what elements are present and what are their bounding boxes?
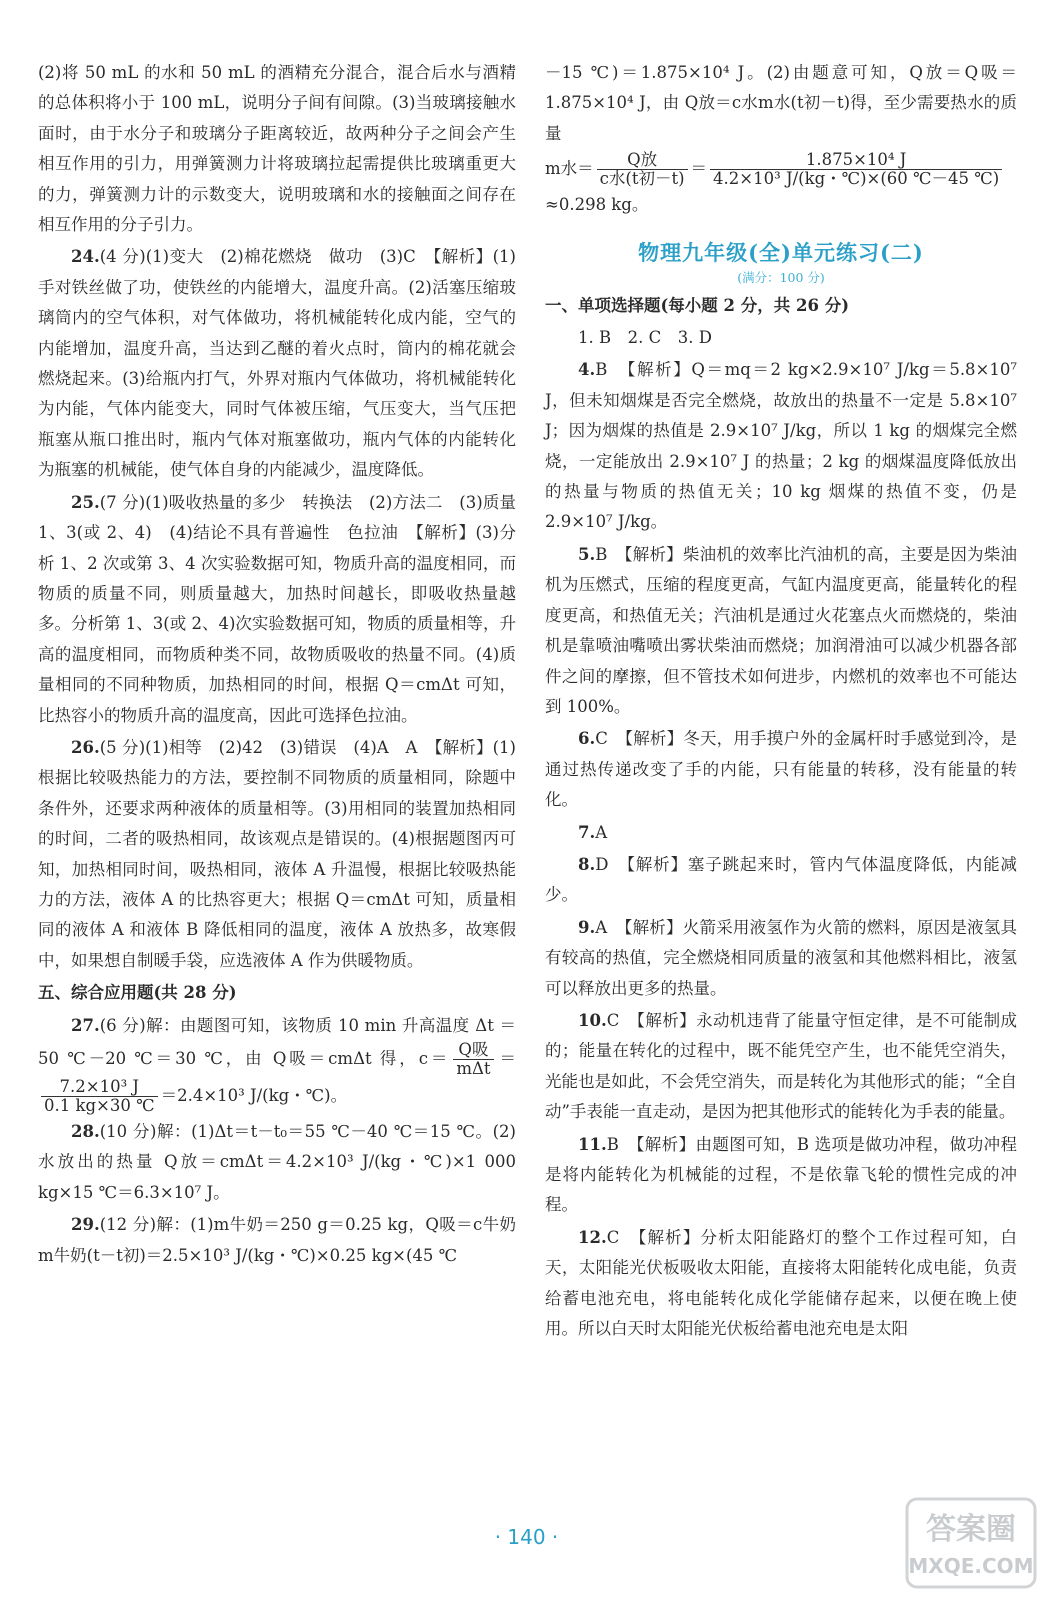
answer-8	[545, 850, 1017, 911]
answer-text: A	[595, 822, 608, 842]
section-heading-comprehensive: 五、综合应用题(共 28 分)	[38, 983, 237, 1003]
equals-sign: ＝	[496, 1049, 516, 1068]
answers-1-3: 1. B 2. C 3. D	[578, 328, 712, 348]
answer-4	[545, 355, 1017, 537]
answer-6	[545, 724, 1017, 815]
answer-9	[545, 913, 1017, 1004]
answer-26	[38, 733, 516, 976]
question-number: 12.	[578, 1227, 607, 1247]
question-number: 8.	[578, 854, 596, 874]
fraction-denominator: 4.2×10³ J/(kg・℃)×(60 ℃－45 ℃)	[713, 169, 1000, 189]
hot-water-mass-formula	[545, 151, 1017, 188]
watermark-text-cn: 答案圈	[926, 1512, 1016, 1547]
watermark-text-en: MXQE.COM	[908, 1554, 1034, 1578]
fraction-formula	[41, 1078, 158, 1115]
continued-answer-paragraph: －15 ℃)＝1.875×10⁴ J。(2)由题意可知，Q放＝Q吸＝1.875×10⁴ J，由 Q放＝c水m水(t初－t)得，至少需要热水的质量	[545, 63, 1017, 143]
answer-text: B 【解析】由题图可知，B 选项是做功冲程，做功冲程是将内能转化为机械能的过程，不是依靠飞轮的惯性完成的冲程。	[545, 1134, 1017, 1215]
question-number: 10.	[578, 1010, 607, 1030]
question-number: 6.	[578, 729, 596, 749]
answer-29	[38, 1210, 516, 1271]
answer-28	[38, 1117, 516, 1208]
answer-text: B 【解析】柴油机的效率比汽油机的高，主要是因为柴油机为压燃式，压缩的程度更高，气缸内温度更高，能量转化的程度更高，和热值无关；汽油机是通过火花塞点火而燃烧的，柴油机是靠喷油嘴喷出雾状柴油而燃烧；加润滑油可以减少机器各部件之间的摩擦，但不管技术如何进步，内燃机的效率也不可能达到 100%。	[545, 544, 1017, 716]
answer-11	[545, 1130, 1017, 1221]
equals-sign: ＝	[690, 159, 708, 179]
question-number: 26.	[71, 737, 100, 757]
answer-text: (10 分)解：(1)Δt＝t－t₀＝55 ℃－40 ℃＝15 ℃。(2)水放出的热量 Q放＝cmΔt＝4.2×10³ J/(kg・℃)×1 000 kg×15 ℃＝6.3×10⁷ J。	[38, 1122, 516, 1202]
question-number: 28.	[71, 1122, 100, 1141]
site-watermark-logo	[903, 1493, 1039, 1593]
answer-text: (4 分)(1)变大 (2)棉花燃烧 做功 (3)C 【解析】(1)手对铁丝做了功，使铁丝的内能增大，温度升高。(2)活塞压缩玻璃筒内的空气体积，对气体做功，将机械能转化成内能，空气的内能增加，温度升高，当达到乙醚的着火点时，筒内的棉花就会燃烧起来。(3)给瓶内打气，外界对瓶内气体做功，将机械能转化为内能，气体内能变大，同时气体被压缩，气压变大，当气压把瓶塞从瓶口推出时，瓶内气体对瓶塞做功，瓶内气体的内能转化为瓶塞的机械能，使气体自身的内能减少，温度降低。	[38, 247, 516, 480]
right-column	[545, 58, 1017, 1346]
answer-5	[545, 540, 1017, 722]
answer-text: (6 分)解：由题图可知，该物质 10 min 升高温度 Δt ＝50 ℃－20 ℃＝30 ℃，由 Q吸＝cmΔt 得，c＝	[38, 1015, 516, 1068]
formula-result: ≈0.298 kg。	[545, 195, 649, 215]
fraction-denominator: mΔt	[456, 1059, 491, 1078]
question-number: 4.	[578, 360, 596, 380]
fraction-numerator: Q吸	[453, 1041, 493, 1060]
fraction-numerator: 1.875×10⁴ J	[710, 151, 1002, 170]
answer-text: C 【解析】永动机违背了能量守恒定律，是不可能制成的；能量在转化的过程中，既不能凭空产生，也不能凭空消失，光能也是如此，不会凭空消失，而是转化为其他形式的能；“全自动”手表能一直走动，是因为把其他形式的能转化为手表的能量。	[545, 1010, 1017, 1122]
page-number: · 140 ·	[494, 1525, 559, 1549]
answer-25	[38, 488, 533, 731]
question-number: 29.	[71, 1215, 100, 1235]
answer-text: A 【解析】火箭采用液氢作为火箭的燃料，原因是液氢具有较高的热值，完全燃烧相同质量的液氢和其他燃料相比，液氢可以释放出更多的热量。	[545, 917, 1017, 998]
answer-text: C 【解析】冬天，用手摸户外的金属杆时手感觉到冷，是通过热传递改变了手的内能，只有能量的转移，没有能量的转化。	[545, 729, 1017, 810]
formula-lhs: m水＝	[545, 159, 594, 179]
answer-text: (12 分)解：(1)m牛奶＝250 g＝0.25 kg，Q吸＝c牛奶m牛奶(t－t初)＝2.5×10³ J/(kg・℃)×0.25 kg×(45 ℃	[38, 1215, 516, 1265]
continued-answer-paragraph: (2)将 50 mL 的水和 50 mL 的酒精充分混合，混合后水与酒精的总体积将小于 100 mL，说明分子间有间隙。(3)当玻璃接触水面时，由于水分子和玻璃分子距离较近，故两种分子之间会产生相互作用的引力，用弹簧测力计将玻璃拉起需提供比玻璃重更大的力，弹簧测力计的示数变大，说明玻璃和水的接触面之间存在相互作用的分子引力。	[38, 63, 516, 235]
fraction-formula	[597, 151, 688, 188]
question-number: 9.	[578, 917, 596, 937]
fraction-denominator: c水(t初－t)	[599, 169, 685, 189]
answer-24	[38, 242, 516, 485]
question-number: 11.	[578, 1134, 607, 1154]
answer-text: C 【解析】分析太阳能路灯的整个工作过程可知，白天，太阳能光伏板吸收太阳能，直接将太阳能转化成电能，负责给蓄电池充电，将电能转化成化学能储存起来，以便在晚上使用。所以白天时太阳能光伏板给蓄电池充电是太阳	[545, 1227, 1017, 1339]
left-column	[38, 58, 533, 1273]
question-number: 25.	[71, 492, 100, 512]
answer-text: D 【解析】塞子跳起来时，管内气体温度降低，内能减少。	[545, 854, 1017, 905]
answer-7	[545, 818, 1017, 848]
answer-12	[545, 1223, 1017, 1345]
fraction-denominator: 0.1 kg×30 ℃	[44, 1096, 155, 1115]
section-heading-single-choice: 一、单项选择题(每小题 2 分，共 26 分)	[545, 295, 850, 315]
unit-exercise-title: 物理九年级(全)单元练习(二)	[638, 239, 924, 265]
answer-10	[545, 1006, 1017, 1128]
question-number: 24.	[71, 247, 100, 267]
fraction-formula	[453, 1041, 493, 1078]
answer-text: (5 分)(1)相等 (2)42 (3)错误 (4)A A 【解析】(1)根据比较吸热能力的方法，要控制不同物质的质量相同，除题中条件外，还要求两种液体的质量相等。(3)用相同的装置加热相同的时间，二者的吸热相同，故该观点是错误的。(4)根据题图丙可知，加热相同时间，吸热相同，液体 A 升温慢，根据比较吸热能力的方法，液体 A 的比热容更大；根据 Q＝cmΔt 可知，质量相同的液体 A 和液体 B 降低相同的温度，液体 A 放热多，故寒假中，如果想自制暖手袋，应选液体 A 作为供暖物质。	[38, 737, 516, 970]
answer-text: B 【解析】Q＝mq＝2 kg×2.9×10⁷ J/kg＝5.8×10⁷ J，但未知烟煤是否完全燃烧，故放出的热量不一定是 5.8×10⁷ J；因为烟煤的热值是 2.9×10⁷ J/kg，所以 1 kg 的烟煤完全燃烧，一定能放出 2.9×10⁷ J 的热量；2 kg 的烟煤温度降低放出的热量与物质的热值无关；10 kg 烟煤的热值不变，仍是 2.9×10⁷ J/kg。	[545, 360, 1017, 532]
fraction-numerator: 7.2×10³ J	[41, 1078, 158, 1097]
answer-result: ＝2.4×10³ J/(kg・℃)。	[160, 1086, 348, 1105]
question-number: 7.	[578, 822, 596, 842]
fraction-numerator: Q放	[597, 151, 688, 170]
full-score-note: (满分：100 分)	[737, 269, 825, 285]
answer-text: (7 分)(1)吸收热量的多少 转换法 (2)方法二 (3)质量 1、3(或 2、4) (4)结论不具有普遍性 色拉油 【解析】(3)分析 1、2 次或第 3、4 次实验数据可知，物质升高的温度相同，而物质的质量不同，则质量越大，加热时间越长，即吸收热量越多。分析第 1、3(或 2、4)次实验数据可知，物质的质量相等，升高的温度相同，而物质种类不同，故物质吸收的热量不同。(4)质量相同的不同种物质，加热相同的时间，根据 Q＝cmΔt 可知，比热容小的物质升高的温度高，因此可选择色拉油。	[38, 492, 533, 725]
answer-27	[38, 1011, 516, 1115]
question-number: 5.	[578, 544, 596, 564]
fraction-formula	[710, 151, 1002, 188]
question-number: 27.	[71, 1015, 100, 1035]
